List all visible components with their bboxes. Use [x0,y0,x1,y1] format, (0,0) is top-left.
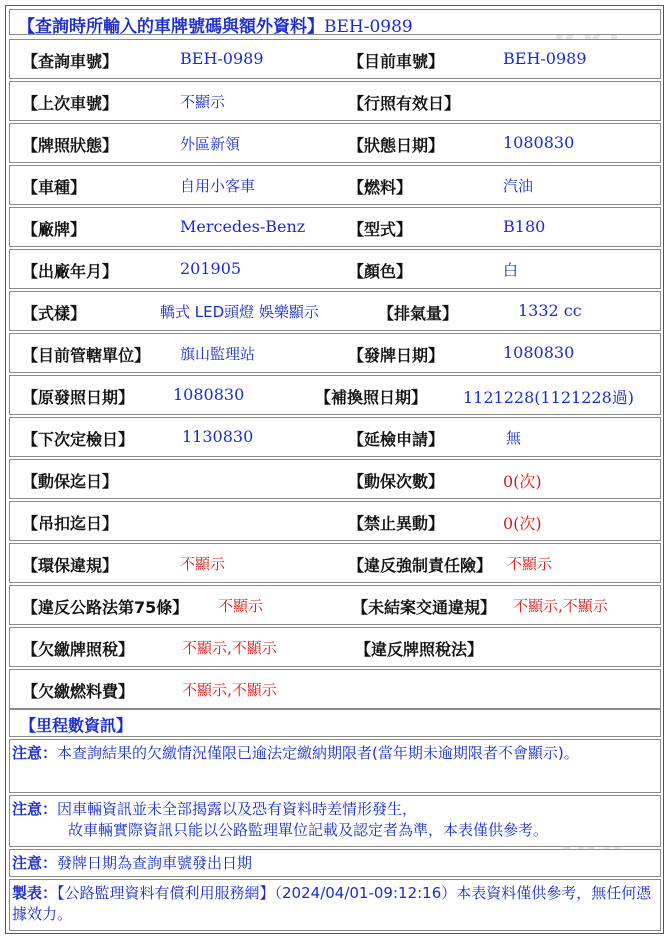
field-value: 1332 cc [518,301,582,320]
field-label: 【發牌日期】 [348,346,445,365]
query-title [18,12,413,37]
info-row [9,333,661,373]
info-row [9,669,661,709]
field-value: 201905 [180,259,242,278]
field-value: 不顯示 [218,597,264,615]
field-value: 不顯示 [180,93,226,111]
info-row [9,123,661,163]
field-label: 【上次車號】 [22,94,119,113]
footer-body [12,883,652,925]
field-value: 不顯示,不顯示 [182,639,277,657]
info-row [9,585,661,625]
note-1-text: 本查詢結果的欠繳情況僅限已逾法定繳納期限者(當年期未逾期限者不會顯示)。 [57,744,579,762]
info-row [9,627,661,667]
note-2-prefix: 注意： [12,800,58,818]
field-label: 【環保違規】 [22,556,119,575]
note-3 [9,849,661,877]
field-label: 【違反強制責任險】 [348,556,493,575]
field-value: 汽油 [503,177,534,195]
field-value: 自用小客車 [180,177,256,195]
footer-text: 【公路監理資料有償利用服務網】（2024/04/01-09:12:16）本表資料僅供參考，無任何憑據效力。 [12,884,652,923]
field-label: 【廠牌】 [22,220,87,239]
field-label: 【原發照日期】 [22,388,135,407]
field-label: 【目前管轄單位】 [22,346,151,365]
field-label: 【欠繳牌照稅】 [22,640,135,659]
field-value: 白 [503,261,519,279]
field-value: 轎式 LED頭燈 娛樂顯示 [160,303,319,321]
field-label: 【顏色】 [348,262,413,281]
field-value: Mercedes-Benz [180,217,306,236]
field-label: 【延檢申請】 [348,430,445,449]
query-title-bar [9,9,661,35]
field-label: 【燃料】 [348,178,413,197]
mileage-title: 【里程數資訊】 [20,716,133,735]
field-label: 【式樣】 [22,304,87,323]
field-value: 1130830 [182,427,254,446]
note-1-prefix: 注意： [12,744,58,762]
info-row [9,375,661,415]
info-row [9,39,661,79]
note-1-body [12,743,652,764]
info-row [9,417,661,457]
field-label: 【牌照狀態】 [22,136,119,155]
field-label: 【未結案交通違規】 [352,598,497,617]
field-label: 【車種】 [22,178,87,197]
note-2-line2: 故車輛實際資訊只能以公路監理單位記載及認定者為準，本表僅供參考。 [68,821,549,839]
field-label: 【動保迄日】 [22,472,119,491]
field-label: 【出廠年月】 [22,262,119,281]
note-2-body [12,799,652,841]
info-row [9,459,661,499]
note-2-line1: 因車輛資訊並未全部揭露以及恐有資料時差情形發生， [57,800,418,818]
field-label: 【補換照日期】 [315,388,428,407]
note-1 [9,739,661,793]
query-title-label: 【查詢時所輸入的車牌號碼與額外資料】 [18,17,324,37]
field-value: 0(次) [503,514,542,533]
info-row [9,207,661,247]
note-3-body [12,853,252,874]
field-value: 0(次) [503,472,542,491]
field-label: 【查詢車號】 [22,52,119,71]
field-value: B180 [503,217,546,236]
note-3-prefix: 注意： [12,854,58,872]
field-value: 外區新領 [180,135,241,153]
info-row [9,291,661,331]
info-row [9,165,661,205]
field-label: 【違反牌照稅法】 [355,640,484,659]
field-value: 旗山監理站 [180,345,256,363]
field-label: 【排氣量】 [378,304,459,323]
field-value: 1080830 [173,385,245,404]
field-value: 不顯示,不顯示 [182,681,277,699]
field-value: BEH-0989 [180,49,264,68]
footer-note [9,879,661,931]
info-row [9,249,661,289]
info-row [9,81,661,121]
field-value: 不顯示,不顯示 [513,597,608,615]
info-row [9,543,661,583]
field-label: 【動保次數】 [348,472,445,491]
field-value: BEH-0989 [503,49,587,68]
field-value: 不顯示 [507,555,553,573]
field-value: 1080830 [503,343,575,362]
field-value: 1121228(1121228過) [463,388,635,407]
query-title-plate: BEH-0989 [324,17,413,37]
field-label: 【下次定檢日】 [22,430,135,449]
field-label: 【違反公路法第75條】 [22,598,189,617]
field-label: 【狀態日期】 [348,136,445,155]
note-2 [9,795,661,847]
footer-prefix: 製表： [12,884,58,902]
field-value: 不顯示 [180,555,226,573]
field-label: 【目前車號】 [348,52,445,71]
field-label: 【吊扣迄日】 [22,514,119,533]
field-label: 【行照有效日】 [348,94,461,113]
field-label: 【禁止異動】 [348,514,445,533]
info-row [9,501,661,541]
field-label: 【欠繳燃料費】 [22,682,135,701]
field-value: 1080830 [503,133,575,152]
field-value: 無 [506,429,522,447]
mileage-section [9,709,661,737]
note-3-text: 發牌日期為查詢車號發出日期 [57,854,253,872]
field-label: 【型式】 [348,220,413,239]
